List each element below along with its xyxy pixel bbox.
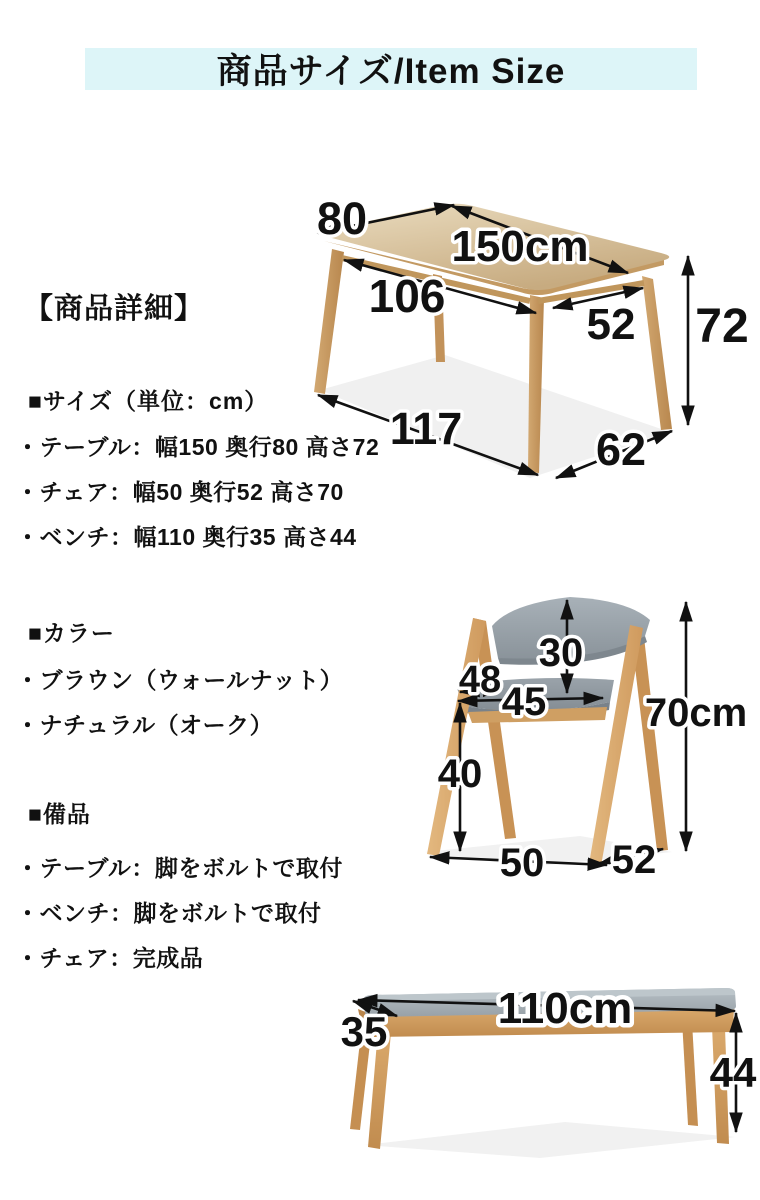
table-floor-depth-label: 62: [595, 424, 647, 475]
bench-width-label: 110cm: [497, 984, 633, 1033]
section-title-parts: ■備品: [28, 801, 91, 827]
parts-line-table: ・テーブル：脚をボルトで取付: [16, 855, 343, 881]
table-width-label: 150cm: [451, 222, 589, 271]
chair-back-height-label: 30: [538, 631, 584, 675]
chair-seat-width-label: 45: [501, 680, 547, 724]
spec-line-bench: ・ベンチ：幅110 奥行35 高さ44: [16, 524, 357, 550]
chair-floor-width-label: 50: [499, 841, 545, 885]
header-banner: [85, 48, 697, 90]
chair-leg-front-left: [427, 618, 486, 856]
table-depth-label: 80: [316, 193, 368, 244]
bench-leg-back-right: [682, 1020, 698, 1126]
section-title-color: ■カラー: [28, 620, 115, 646]
color-line-brown: ・ブラウン（ウォールナット）: [16, 667, 344, 693]
chair-leg-front-right: [589, 625, 643, 866]
chair-seat-depth-label: 48: [458, 659, 502, 701]
bench-height-label: 44: [709, 1049, 757, 1096]
table-leg-span-depth-label: 52: [586, 300, 636, 349]
color-line-natural: ・ナチュラル（オーク）: [16, 712, 274, 738]
bench-floor-shadow: [365, 1122, 735, 1158]
table-leg-back-right: [642, 276, 672, 430]
chair-diagram: [410, 570, 760, 890]
parts-line-chair: ・チェア：完成品: [16, 945, 204, 971]
details-heading: 【商品詳細】: [24, 293, 205, 325]
bench-depth-label: 35: [340, 1008, 388, 1055]
chair-total-height-label: 70cm: [644, 691, 748, 735]
table-leg-span-width-label: 106: [368, 270, 446, 322]
chair-seat-floor-label: 40: [437, 752, 483, 796]
table-floor-width-label: 117: [389, 403, 463, 454]
section-title-size: ■サイズ（単位：cm）: [28, 388, 269, 414]
spec-line-table: ・テーブル：幅150 奥行80 高さ72: [16, 434, 380, 460]
bench-diagram: [330, 960, 760, 1185]
page-title: 商品サイズ/Item Size: [216, 52, 566, 91]
spec-line-chair: ・チェア：幅50 奥行52 高さ70: [16, 479, 344, 505]
parts-line-bench: ・ベンチ：脚をボルトで取付: [16, 900, 322, 926]
table-diagram: [280, 170, 760, 515]
chair-floor-depth-label: 52: [611, 838, 657, 882]
table-leg-front-left: [314, 249, 344, 394]
table-height-label: 72: [695, 300, 749, 353]
